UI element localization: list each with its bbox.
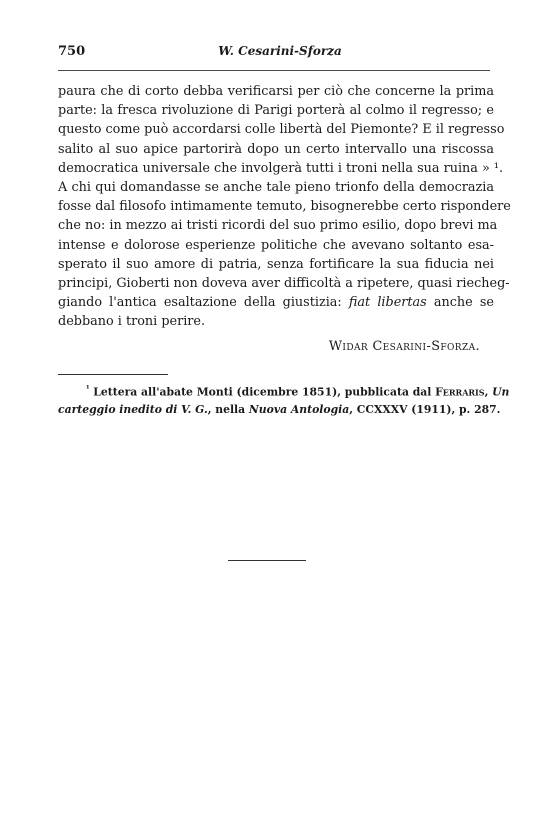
- footnote-title: carteggio inedito di V. G.: [58, 402, 208, 416]
- body-line: democratica universale che involgerà tutti i troni nella sua ruina » ¹.: [58, 160, 504, 176]
- footnote-author: Ferraris: [435, 385, 485, 399]
- italic-phrase: fiat libertas: [348, 295, 427, 311]
- body-line: debbano i troni perire.: [58, 314, 206, 330]
- running-head: W. Cesarini-Sforza: [218, 44, 342, 58]
- body-line-tail: anche se: [433, 295, 494, 311]
- body-line: fosse dal filosofo intimamente temuto, bisognerebbe certo rispondere: [58, 199, 511, 215]
- body-line: salito al suo apice partorirà dopo un certo intervallo una riscossa: [58, 141, 494, 157]
- body-line: sperato il suo amore di patria, senza fortificare la sua fiducia nei: [58, 256, 494, 272]
- page-number: 750: [58, 44, 86, 59]
- footnote-title-start: Un: [492, 385, 510, 399]
- footnote-text: , nella: [207, 402, 246, 416]
- footnote-marker: ¹: [86, 383, 90, 393]
- body-text: [58, 82, 511, 332]
- footnote-rule: [58, 374, 168, 375]
- footnote-line: $^{^1}$ Lettera all'abate Monti (dicembre 1851), pubblicata dal Ferraris, Un: [86, 383, 510, 399]
- header-rule: [58, 70, 490, 71]
- footnote-citation: , CCXXXV (1911), p. 287.: [349, 402, 501, 416]
- body-line: principi, Gioberti non doveva aver difficoltà a ripetere, quasi riecheg-: [58, 276, 510, 292]
- footnote: [58, 380, 510, 418]
- body-line: parte: la fresca rivoluzione di Parigi porterà al colmo il regresso; e: [58, 103, 494, 119]
- body-line: intense e dolorose esperienze politiche che avevano soltanto esa-: [58, 237, 494, 253]
- body-line: A chi qui domandasse se anche tale pieno trionfo della democrazia: [58, 180, 494, 196]
- footnote-journal: Nuova Antologia: [248, 402, 350, 416]
- body-line: questo come può accordarsi colle libertà del Piemonte? E il regresso: [58, 122, 505, 138]
- footnote-line: [58, 401, 501, 418]
- author-signature: Widar Cesarini-Sforza.: [328, 339, 480, 354]
- body-line: [58, 293, 494, 312]
- body-line: paura che di corto debba verificarsi per ciò che concerne la prima: [58, 84, 494, 99]
- footnote-text: Lettera all'abate Monti (dicembre 1851), pubblicata dal: [93, 385, 432, 399]
- body-line: che no: in mezzo ai tristi ricordi del suo primo esilio, dopo brevi ma: [58, 218, 498, 234]
- end-rule: [228, 560, 306, 561]
- body-line-text: giando l'antica esaltazione della giustizia:: [58, 295, 342, 311]
